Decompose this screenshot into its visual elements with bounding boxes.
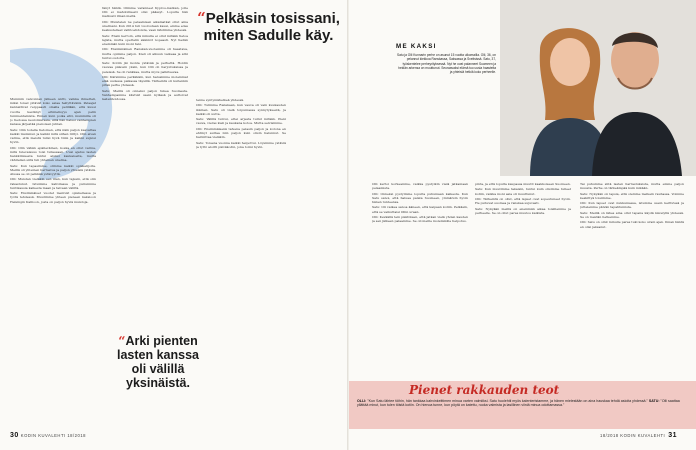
paragraph: Satu: Ensin kerroin, että minulla ei ollut mitään tietoa lajista, mutta opettelin säännöt nopeasti. Nyt tiedän enemmän kuin moni fani.	[102, 33, 188, 46]
paragraph: Olli: Onneksi pystyimme lopulta puhumaan kaikesta. Kun Satu sanoi, että haluaa palata Suomeen, ymmärsin hyvin hänen tunteensa.	[372, 191, 468, 204]
caption-title: ME KAKSI	[396, 43, 437, 50]
paragraph: Satu: Nykyään on lapsia, että olemme melkein rauhassa. Voimme keskittyä toisiimme.	[580, 191, 684, 200]
paragraph: Tai puhumme siitä lasten harrastuksista, mutta emme paljon muusta. Perhe on tärkeämpää kuin mikään.	[580, 182, 684, 191]
paragraph: Mummin valvonnan jälkeen Antti, vaikka ihmetteli, miksi toiset pitävät koko asiaa hellyttävänä. Pelaajat kannattivat reippaasti omalla pelillään, että kuusi vuotta kestänyt erimielisyys ajan pelin tummentamista. Ennen kuin poika ehti, mummilla oli jo tiedossa neulomisrasia, sillä hän halusi vanhempien kanssa järjestää pienoisen juhlan.	[10, 97, 96, 127]
paragraph: pinta, ja että lopulta kaupassa muutit kaakkoiseen Suomeen.	[475, 182, 571, 186]
paragraph: Olli: Kärsimme peräkkäin, kun halusimme molemmat elää uudessa paikassa täysillä. Tärkeintä oli kuitenkin pitää perhe yhdessä.	[102, 74, 188, 88]
paragraph: Satu: Olin todella tietoinen, että näin paljon kasvattaa kaikki mummun ja kaikki mitä siihen liittyi. Olin aivan varma, että meistä tulisi hyvä tiimi ja kaikki sujuisi hyvin.	[10, 127, 96, 145]
magazine-name-right: 18/2018 KODIN KUVALEHTI	[600, 433, 666, 438]
paragraph: Satu: Nykyään meillä on enemmän aikaa toisillemme ja perheelle. Se on ollut paras muutos kaikista.	[475, 206, 571, 215]
box-satu-label: SATU:	[648, 399, 660, 403]
paragraph: tenne syntymähetkeä yhdessä.	[196, 98, 245, 102]
magazine-name-left: KODIN KUVALEHTI 18/2018	[20, 433, 86, 438]
box-olli-label: OLLI:	[357, 399, 367, 403]
article-column-1	[10, 97, 96, 427]
article-column-6	[580, 182, 684, 377]
box-olli-text: "Kun Satu lähtee töihin, hän tankkaa kahvinkeittimen minua varten valmiiksi. Satu huolehtii myös kalenteristamme, ja hänen mielestään on aina hauskaa tehdä asioita yhdessä."	[367, 399, 648, 403]
page-number-left: 30	[10, 432, 19, 439]
paragraph: Satu: Ensimmäiset vuodet menivät opiskellessa ja työtä tehdessä. Muutimme yhteen pieneen kaksioon Helsingin Kallioon, josta on paljon hyviä muistoja.	[10, 191, 96, 204]
footer-left	[10, 432, 86, 439]
pullquote-top	[196, 10, 341, 45]
box-title: Pienet rakkauden teot	[409, 383, 560, 397]
paragraph: Olli: Tulimme Ranskaan, kun vauva oli vain kuukauden ikäinen. Satu oli vielä toipumassa synnytyksestä, ja kaikki oli uutta.	[196, 103, 286, 116]
paragraph: Satu: Meillä on lähes aina ollut tapana käydä kävelyllä yhdessä. Se on meidän hetkemme.	[580, 210, 684, 219]
paragraph: Olli kertoi korkeamme, vaikka pystyikin vielä jatkamaan pelaamista.	[372, 182, 468, 191]
box-text	[357, 399, 687, 408]
pullquote-top-text: Pelkäsin tosissani, miten Sadulle käy.	[203, 10, 340, 44]
paragraph: Olli: Keväällä tein päätöksen, että jatkan vielä yhden kauden ja sen jälkeen palaamme. Se oli meille molemmille helpotus.	[372, 214, 468, 224]
paragraph: Satu: Välillä tuntui, ettei arjesta tullut mitään. Pieni vauva, vieras kieli ja kaukana kotoa. Mutta selvisimme.	[196, 117, 286, 126]
paragraph: Satu: Kotiin jäi monta ystävää ja perhettä. Hoidin vauvaa pääosin yksin, kun Olli oli harjoituksissa ja peleissä. Se oli rankkaa, mutta myös palkitsevaa.	[102, 61, 188, 74]
paragraph: Olli: Kun lapset ovat nukkumassa, istumme usein keittiössä ja juttelemme päivän tapahtumista.	[580, 201, 684, 210]
footer-right	[600, 432, 679, 439]
quote-mark: “	[118, 333, 126, 348]
paragraph: Satu: Kun tapasimme, olimme kaikki opiskelijoita. Meillä oli yhteinen harrastus ja paljon yhteisiä ystäviä. Alussa se oli pelkkää ystävyyttä.	[10, 163, 96, 177]
paragraph: Olli: Ensimmäinen Ranskan-vuotemme oli haastava, mutta opimme paljon. Kieli oli alkuun vaikeaa ja arki tuntui oudolta.	[102, 47, 188, 60]
paragraph: Olli: Muistelen ne pelaamisen aikamatkat ollut aina unelmani. Kun 2014 tuli vuorostaan kausi, emme edes keskustelleet vaihtoehdoista, vaan lähdimme yhdessä.	[102, 19, 188, 33]
paragraph: Olli: Ensimmäisenä talvena pelasin paljon ja kotona en ehtinyt auttaa niin paljon kuin olisin halunnut. Se harmittaa vieläkin.	[196, 126, 286, 140]
photo-caption: Satu ja Olli Kunnarin perhe on asunut 15 vuotta ulkomailla. Olli, 36, on pelannut kiekkoa Ranskassa, Saksassa ja Sveitsissä. Satu, 37, työskentelee perheyrityksessä. Nyt he ovat palanneet Suomeen ja heidän arkensa on muuttunut. Seuraavaksi elämä tuo uusia haasteita ja yhteisiä hetkiä koko perheelle.	[396, 53, 496, 75]
article-column-4	[372, 182, 468, 377]
paragraph: Satu: Meillä oli onneksi paljon tukea Suomesta. Vanhempamme kävivät usein kylässä ja auttoivat lastenhoidossa.	[102, 88, 188, 102]
page-number-right: 31	[668, 432, 677, 439]
paragraph: Satu: Kun muutimme takaisin, tuntui kuin olisimme tulleet kotiin, vaikka moni asia oli muuttunut.	[475, 187, 571, 196]
paragraph: Satu: Oli vaikea sanoa ääneen, että kaipaan kotiin. Pelkäsin, että se vaikuttaisi Ollin uraan.	[372, 205, 468, 214]
pullquote-bottom-text: Arki pienten lasten kanssa oli välillä yksinäistä.	[117, 334, 199, 390]
paragraph: tänyt häntä. Olimme varanneet Kypros-matkan, jolle Olli ei mahdollisesti olisi päässyt. Lopulta hän matkusti ilman meitä.	[102, 6, 188, 19]
sidebar-box	[349, 381, 696, 429]
couple-photo	[500, 0, 696, 176]
article-column-2	[102, 6, 188, 336]
paragraph: Olli: Tärkeintä on ollut, että lapset ovat sopeutuneet hyvin. He puhuvat suomea ja ranskaa sujuvasti.	[475, 196, 571, 206]
paragraph: Satu: Toisena vuonna kaikki helpottui. Löysimme ystäviä ja tyttö aloitti päiväkodin, joka toimi hyvin.	[196, 140, 286, 149]
quote-mark: “	[197, 9, 206, 27]
couple-photo-illustration	[500, 0, 696, 176]
paragraph: Olli: Satu on ollut minulle paras tuki koko urani ajan. Ilman häntä en olisi jaksanut.	[580, 220, 684, 229]
box-satu-text: "Olli saattaa yllättää minut, kun tulen töistä kotiin. On hienoa tunne, kun pöytä on katettu, ruoka valmista ja lasillinen viiniä minua odottamassa."	[357, 399, 680, 408]
paragraph: Olli: Olin vähän epäileväinen, koska en ollut varma, mitä tulevaisuus toisi tullessaan. Uusi ajatus lasten hankkimisesta tuntui aluksi kaukaiselta, mutta vähitellen siitä tuli yhteinen unelma.	[10, 145, 96, 163]
article-column-3	[196, 98, 286, 328]
article-column-5	[475, 182, 571, 377]
pullquote-bottom	[108, 334, 208, 390]
paragraph: Olli: Muistan vieläkin sen illan, kun tajusin, että olin rakastunut. Istuimme kahvilassa ja puhuimme tuntikausia kaikesta maan ja taivaan väliltä.	[10, 177, 96, 190]
